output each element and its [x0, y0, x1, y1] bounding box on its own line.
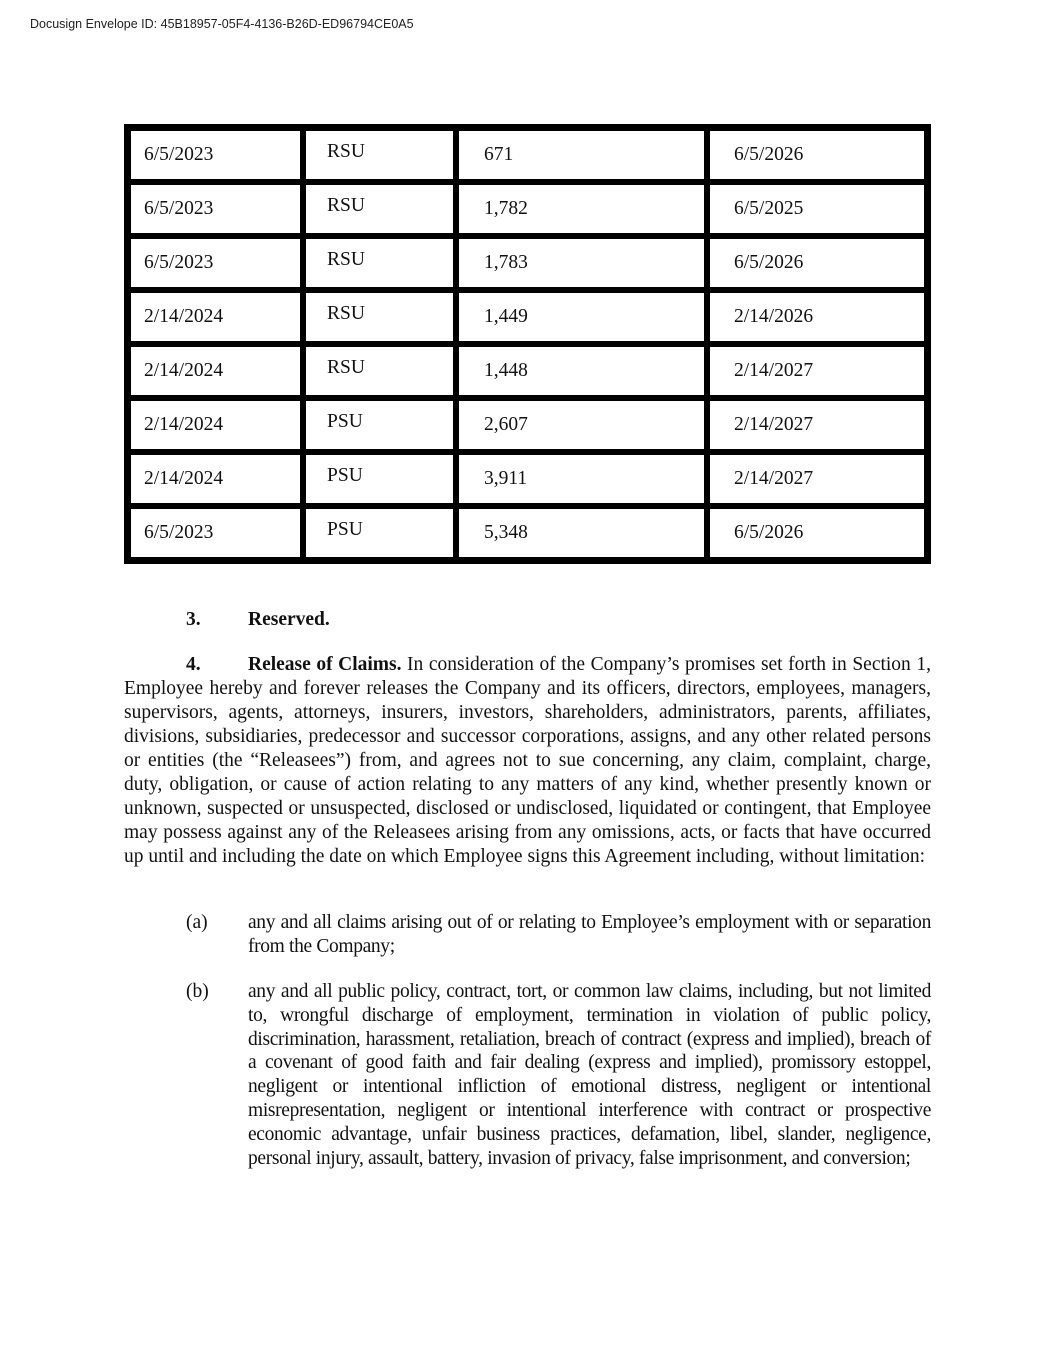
- grant-date-cell: 6/5/2023: [128, 506, 303, 560]
- section-4-body: In consideration of the Company’s promises set forth in Section 1, Employee hereby and forever releases the Company and its officers, directors, employees, managers, supervisors, agents, attorneys, insurers, investors, shareholders, administrators, parents, affiliates, divisions, subsidiaries, predecessor and successor corporations, assigns, and any other related persons or entities (the “Releasees”) from, and agrees not to sue concerning, any claim, complaint, charge, duty, obligation, or cause of action relating to any matters of any kind, whether presently known or unknown, suspected or unsuspected, disclosed or undisclosed, liquidated or contingent, that Employee may possess against any of the Releasees arising from any omissions, acts, or facts that have occurred up until and including the date on which Employee signs this Agreement including, without limitation:: [124, 654, 931, 867]
- shares-cell: 2,607: [456, 398, 707, 452]
- grant-date-cell: 2/14/2024: [128, 290, 303, 344]
- award-type-cell: RSU: [303, 236, 456, 290]
- section-3-number: 3.: [186, 609, 201, 630]
- table-row: [128, 128, 927, 182]
- grant-date-cell: 6/5/2023: [128, 182, 303, 236]
- vest-date-cell: 6/5/2025: [707, 182, 927, 236]
- envelope-id-header: Docusign Envelope ID: 45B18957-05F4-4136-B26D-ED96794CE0A5: [30, 17, 414, 31]
- award-type-cell: PSU: [303, 506, 456, 560]
- release-item-b-label: (b): [186, 981, 209, 1002]
- shares-cell: 1,448: [456, 344, 707, 398]
- vest-date-cell: 6/5/2026: [707, 506, 927, 560]
- grant-date-cell: 2/14/2024: [128, 452, 303, 506]
- award-type-cell: RSU: [303, 344, 456, 398]
- grant-date-cell: 2/14/2024: [128, 398, 303, 452]
- section-4-number: 4.: [186, 654, 201, 675]
- award-type-cell: PSU: [303, 398, 456, 452]
- equity-grant-table: [124, 124, 931, 564]
- shares-cell: 5,348: [456, 506, 707, 560]
- section-3: [124, 608, 931, 632]
- vest-date-cell: 2/14/2027: [707, 398, 927, 452]
- release-item-a: [186, 911, 931, 959]
- table-row: [128, 182, 927, 236]
- section-4: [124, 653, 931, 869]
- grant-date-cell: 2/14/2024: [128, 344, 303, 398]
- table-row: [128, 236, 927, 290]
- shares-cell: 1,783: [456, 236, 707, 290]
- vest-date-cell: 2/14/2027: [707, 344, 927, 398]
- award-type-cell: RSU: [303, 128, 456, 182]
- release-item-a-text: any and all claims arising out of or relating to Employee’s employment with or separation from the Company;: [248, 912, 931, 957]
- award-type-cell: RSU: [303, 290, 456, 344]
- section-3-title: Reserved.: [248, 609, 330, 630]
- release-item-a-label: (a): [186, 912, 208, 933]
- award-type-cell: PSU: [303, 452, 456, 506]
- release-item-b: [186, 980, 931, 1170]
- release-item-b-text: any and all public policy, contract, tort, or common law claims, including, but not limited to, wrongful discharge of employment, termination in violation of public policy, discrimination, harassment, retaliation, breach of contract (express and implied), breach of a covenant of good faith and fair dealing (express and implied), promissory estoppel, negligent or intentional infliction of emotional distress, negligent or intentional misrepresentation, negligent or intentional interference with contract or prospective economic advantage, unfair business practices, defamation, libel, slander, negligence, personal injury, assault, battery, invasion of privacy, false imprisonment, and conversion;: [248, 981, 931, 1169]
- shares-cell: 671: [456, 128, 707, 182]
- award-type-cell: RSU: [303, 182, 456, 236]
- vest-date-cell: 2/14/2027: [707, 452, 927, 506]
- table-row: [128, 398, 927, 452]
- table-row: [128, 344, 927, 398]
- vest-date-cell: 2/14/2026: [707, 290, 927, 344]
- shares-cell: 1,449: [456, 290, 707, 344]
- vest-date-cell: 6/5/2026: [707, 128, 927, 182]
- table-row: [128, 506, 927, 560]
- shares-cell: 3,911: [456, 452, 707, 506]
- section-4-title: Release of Claims.: [248, 654, 402, 675]
- table-row: [128, 452, 927, 506]
- vest-date-cell: 6/5/2026: [707, 236, 927, 290]
- table-row: [128, 290, 927, 344]
- grant-date-cell: 6/5/2023: [128, 236, 303, 290]
- grant-date-cell: 6/5/2023: [128, 128, 303, 182]
- shares-cell: 1,782: [456, 182, 707, 236]
